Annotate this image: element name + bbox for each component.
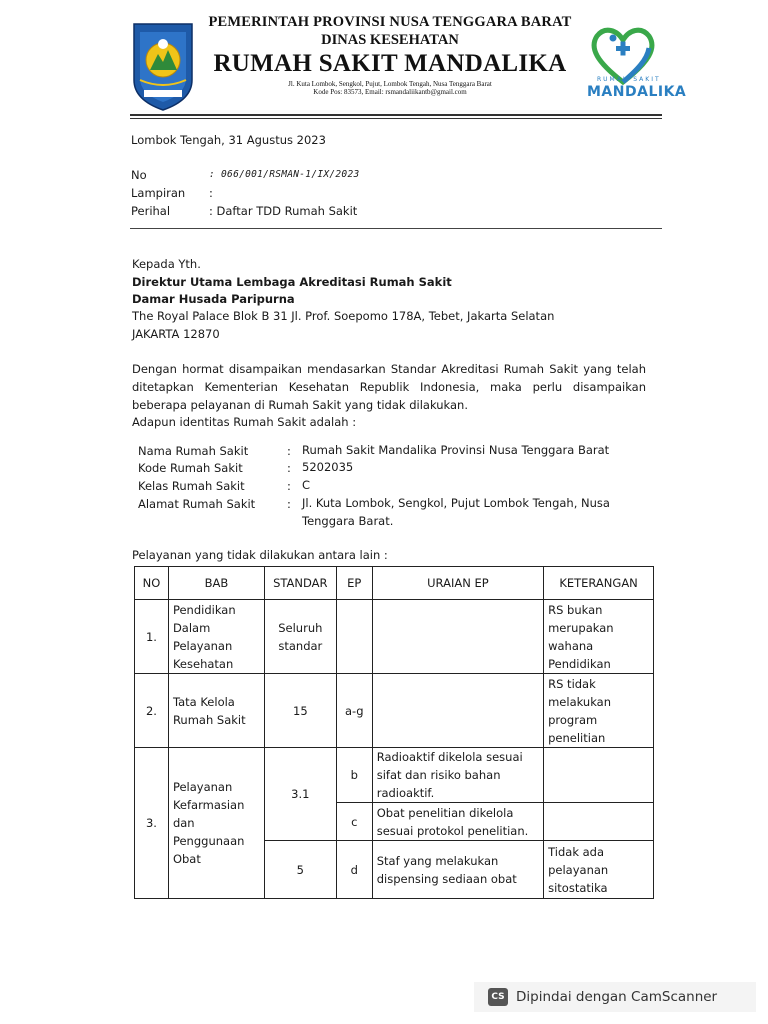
cell-no: 2. — [135, 674, 169, 748]
recipient-line4: JAKARTA 12870 — [132, 327, 220, 341]
identity-colon: : — [287, 497, 291, 511]
identity-class-label: Kelas Rumah Sakit — [138, 479, 245, 493]
right-logo-caption: RUMAH SAKIT — [597, 76, 661, 83]
field-lampiran-value: : — [209, 186, 213, 200]
recipient-line3: The Royal Palace Blok B 31 Jl. Prof. Soepomo 178A, Tebet, Jakarta Selatan — [132, 309, 555, 323]
cell-standar: 15 — [264, 674, 336, 748]
cell-keterangan — [544, 803, 654, 841]
identity-intro: Adapun identitas Rumah Sakit adalah : — [132, 415, 357, 429]
cell-ep: d — [336, 841, 372, 899]
header-standar: STANDAR — [264, 567, 336, 600]
cell-standar: 3.1 — [264, 748, 336, 841]
services-table — [134, 566, 654, 899]
identity-address-value-cont: Tenggara Barat. — [302, 514, 394, 528]
header-uraian: URAIAN EP — [372, 567, 543, 600]
right-logo-name: MANDALIKA — [587, 84, 687, 100]
cell-no: 1. — [135, 600, 169, 674]
cell-keterangan — [544, 748, 654, 803]
provincial-emblem-icon — [130, 20, 196, 112]
cell-uraian — [372, 600, 543, 674]
identity-colon: : — [287, 444, 291, 458]
letterhead-hospital-name: RUMAH SAKIT MANDALIKA — [213, 50, 567, 77]
cell-ep: c — [336, 803, 372, 841]
recipient-line2: Damar Husada Paripurna — [132, 292, 295, 306]
cell-bab: Pendidikan Dalam Pelayanan Kesehatan — [168, 600, 264, 674]
field-lampiran-label: Lampiran — [131, 186, 186, 200]
identity-address-value: Jl. Kuta Lombok, Sengkol, Pujut Lombok Tengah, Nusa — [302, 496, 610, 510]
field-perihal-label: Perihal — [131, 204, 171, 218]
identity-code-value: 5202035 — [302, 460, 354, 474]
identity-class-value: C — [302, 478, 311, 492]
cell-standar: Seluruh standar — [264, 600, 336, 674]
identity-colon: : — [287, 479, 291, 493]
table-intro: Pelayanan yang tidak dilakukan antara lain : — [132, 548, 388, 562]
header-keterangan: KETERANGAN — [544, 567, 654, 600]
cell-standar: 5 — [264, 841, 336, 899]
header-bab: BAB — [168, 567, 264, 600]
field-perihal-value: : Daftar TDD Rumah Sakit — [209, 204, 358, 218]
cell-uraian: Staf yang melakukan dispensing sediaan obat — [372, 841, 543, 899]
header-separator — [130, 228, 662, 229]
cell-bab: Pelayanan Kefarmasian dan Penggunaan Obat — [168, 748, 264, 899]
letterhead-rule-thin — [130, 118, 662, 119]
identity-colon: : — [287, 461, 291, 475]
camscanner-icon: CS — [488, 988, 508, 1006]
cell-uraian: Obat penelitian dikelola sesuai protokol penelitian. — [372, 803, 543, 841]
cell-bab: Tata Kelola Rumah Sakit — [168, 674, 264, 748]
identity-name-label: Nama Rumah Sakit — [138, 444, 249, 458]
letterhead-government: PEMERINTAH PROVINSI NUSA TENGGARA BARAT — [208, 14, 572, 30]
cell-no: 3. — [135, 748, 169, 899]
cell-keterangan: RS tidak melakukan program penelitian — [544, 674, 654, 748]
recipient-greeting: Kepada Yth. — [132, 257, 201, 271]
table-row — [135, 674, 654, 748]
letterhead-address: Jl. Kuta Lombok, Sengkol, Pujut, Lombok Tengah, Nusa Tenggara Barat — [288, 80, 492, 88]
cell-keterangan: RS bukan merupakan wahana Pendidikan — [544, 600, 654, 674]
cell-uraian: Radioaktif dikelola sesuai sifat dan risiko bahan radioaktif. — [372, 748, 543, 803]
identity-address-label: Alamat Rumah Sakit — [138, 497, 256, 511]
field-no-label: No — [131, 168, 147, 182]
body-paragraph: Dengan hormat disampaikan mendasarkan Standar Akreditasi Rumah Sakit yang telah ditetapkan Kementerian Kesehatan Republik Indonesia, maka perlu disampaikan beberapa pelayanan di Rumah Sakit yang tidak dilakukan. — [132, 362, 646, 412]
cell-ep — [336, 600, 372, 674]
cell-uraian — [372, 674, 543, 748]
recipient-line1: Direktur Utama Lembaga Akreditasi Rumah Sakit — [132, 275, 452, 289]
table-header-row — [135, 567, 654, 600]
letterhead-department: DINAS KESEHATAN — [321, 32, 459, 48]
cell-ep: a-g — [336, 674, 372, 748]
place-date: Lombok Tengah, 31 Agustus 2023 — [131, 133, 326, 147]
letterhead-rule-thick — [130, 114, 662, 116]
header-no: NO — [135, 567, 169, 600]
header-ep: EP — [336, 567, 372, 600]
field-no-value: : 066/001/RSMAN-1/IX/2023 — [209, 169, 360, 180]
identity-name-value: Rumah Sakit Mandalika Provinsi Nusa Tenggara Barat — [302, 443, 610, 457]
camscanner-text: Dipindai dengan CamScanner — [516, 989, 718, 1005]
cell-ep: b — [336, 748, 372, 803]
table-row — [135, 748, 654, 803]
letterhead — [200, 14, 580, 96]
letterhead-contact: Kode Pos: 83573, Email: rsmandaliikantb@gmail.com — [313, 88, 467, 96]
cell-keterangan: Tidak ada pelayanan sitostatika — [544, 841, 654, 899]
table-row — [135, 600, 654, 674]
identity-code-label: Kode Rumah Sakit — [138, 461, 243, 475]
camscanner-badge — [474, 982, 756, 1012]
